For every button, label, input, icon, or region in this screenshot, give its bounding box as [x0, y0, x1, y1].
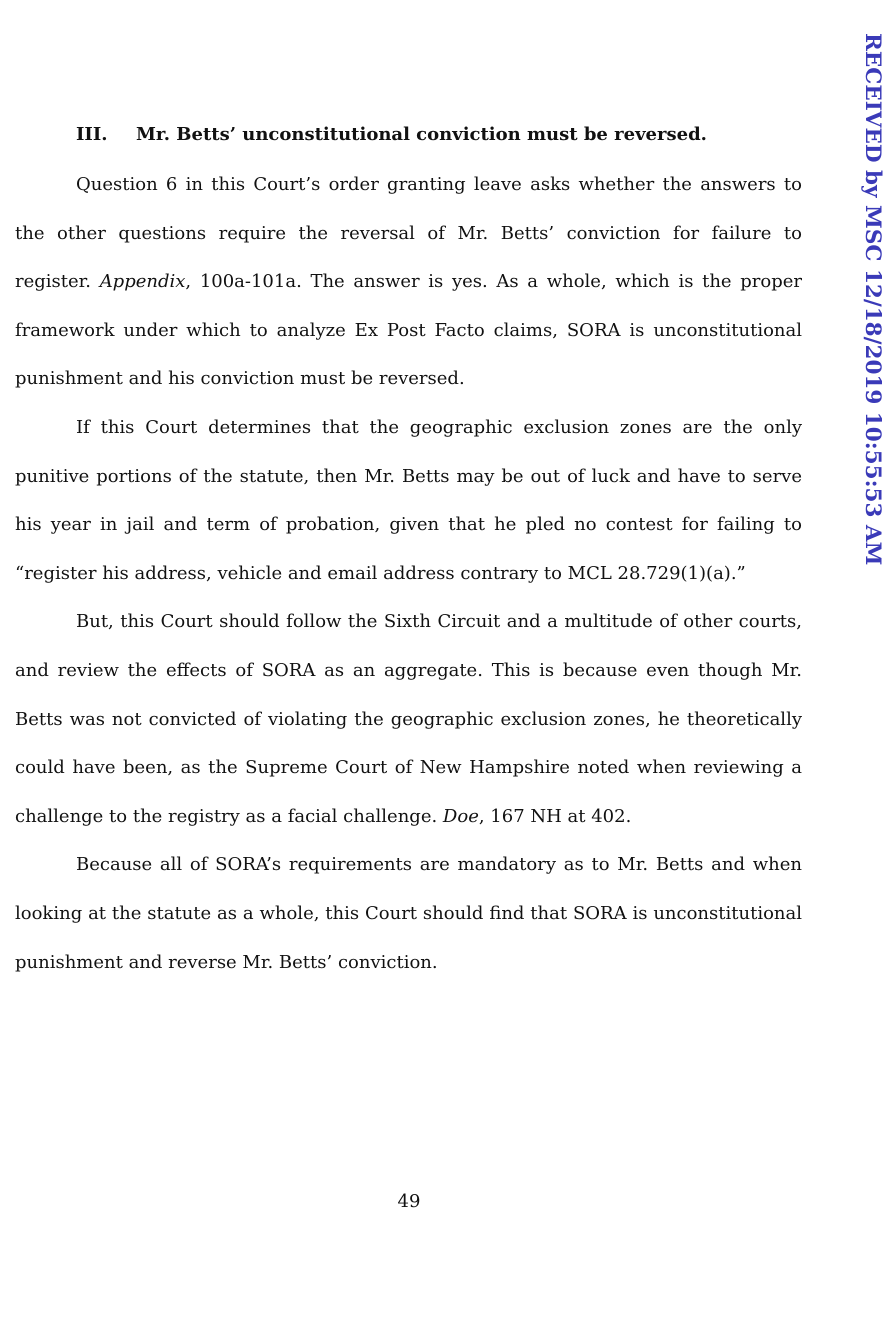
paragraph-4: Because all of SORA’s requirements are mandatory as to Mr. Betts and when looking at the statute as a whole, this Court should find that SORA is unconstitutional punishment and reverse Mr. Betts’ conviction.: [15, 854, 802, 973]
paragraph-3: [15, 598, 802, 841]
paragraph-3-text-a: But, this Court should follow the Sixth Circuit and a multitude of other courts, and review the effects of SORA as an aggregate. This is because even though Mr. Betts was not convicted of violating the geographic exclusion zones, he theoretically could have been, as the Supreme Court of New Hampshire noted when reviewing a challenge to the registry as a facial challenge.: [15, 611, 802, 827]
page-body: [15, 121, 802, 987]
section-heading: [15, 121, 802, 149]
citation-appendix: Appendix: [99, 271, 186, 293]
section-title: Mr. Betts’ unconstitutional conviction must be reversed.: [136, 124, 707, 145]
received-stamp: [858, 33, 888, 573]
paragraph-1-text-a: Question 6 in this Court’s order granting leave asks whether the answers to the other questions require the reversal of Mr. Betts’ conviction for failure to register.: [15, 174, 802, 293]
received-stamp-text: RECEIVED by MSC 12/18/2019 10:55:53 AM: [860, 33, 885, 566]
paragraph-1: [15, 161, 802, 404]
section-number: III.: [76, 124, 108, 145]
paragraph-2: If this Court determines that the geographic exclusion zones are the only punitive portions of the statute, then Mr. Betts may be out of luck and have to serve his year in jail and term of probation, given that he pled no contest for failing to “register his address, vehicle and email address contrary to MCL 28.729(1)(a).”: [15, 416, 802, 584]
paragraph-3-text-b: , 167 NH at 402.: [478, 805, 632, 827]
page-number: 49: [397, 1191, 421, 1212]
citation-doe: Doe: [442, 805, 479, 827]
paragraph-1-text-b: , 100a-101a. The answer is yes. As a whole, which is the proper framework under which to analyze Ex Post Facto claims, SORA is unconstitutional punishment and his conviction must be reversed.: [15, 271, 802, 390]
